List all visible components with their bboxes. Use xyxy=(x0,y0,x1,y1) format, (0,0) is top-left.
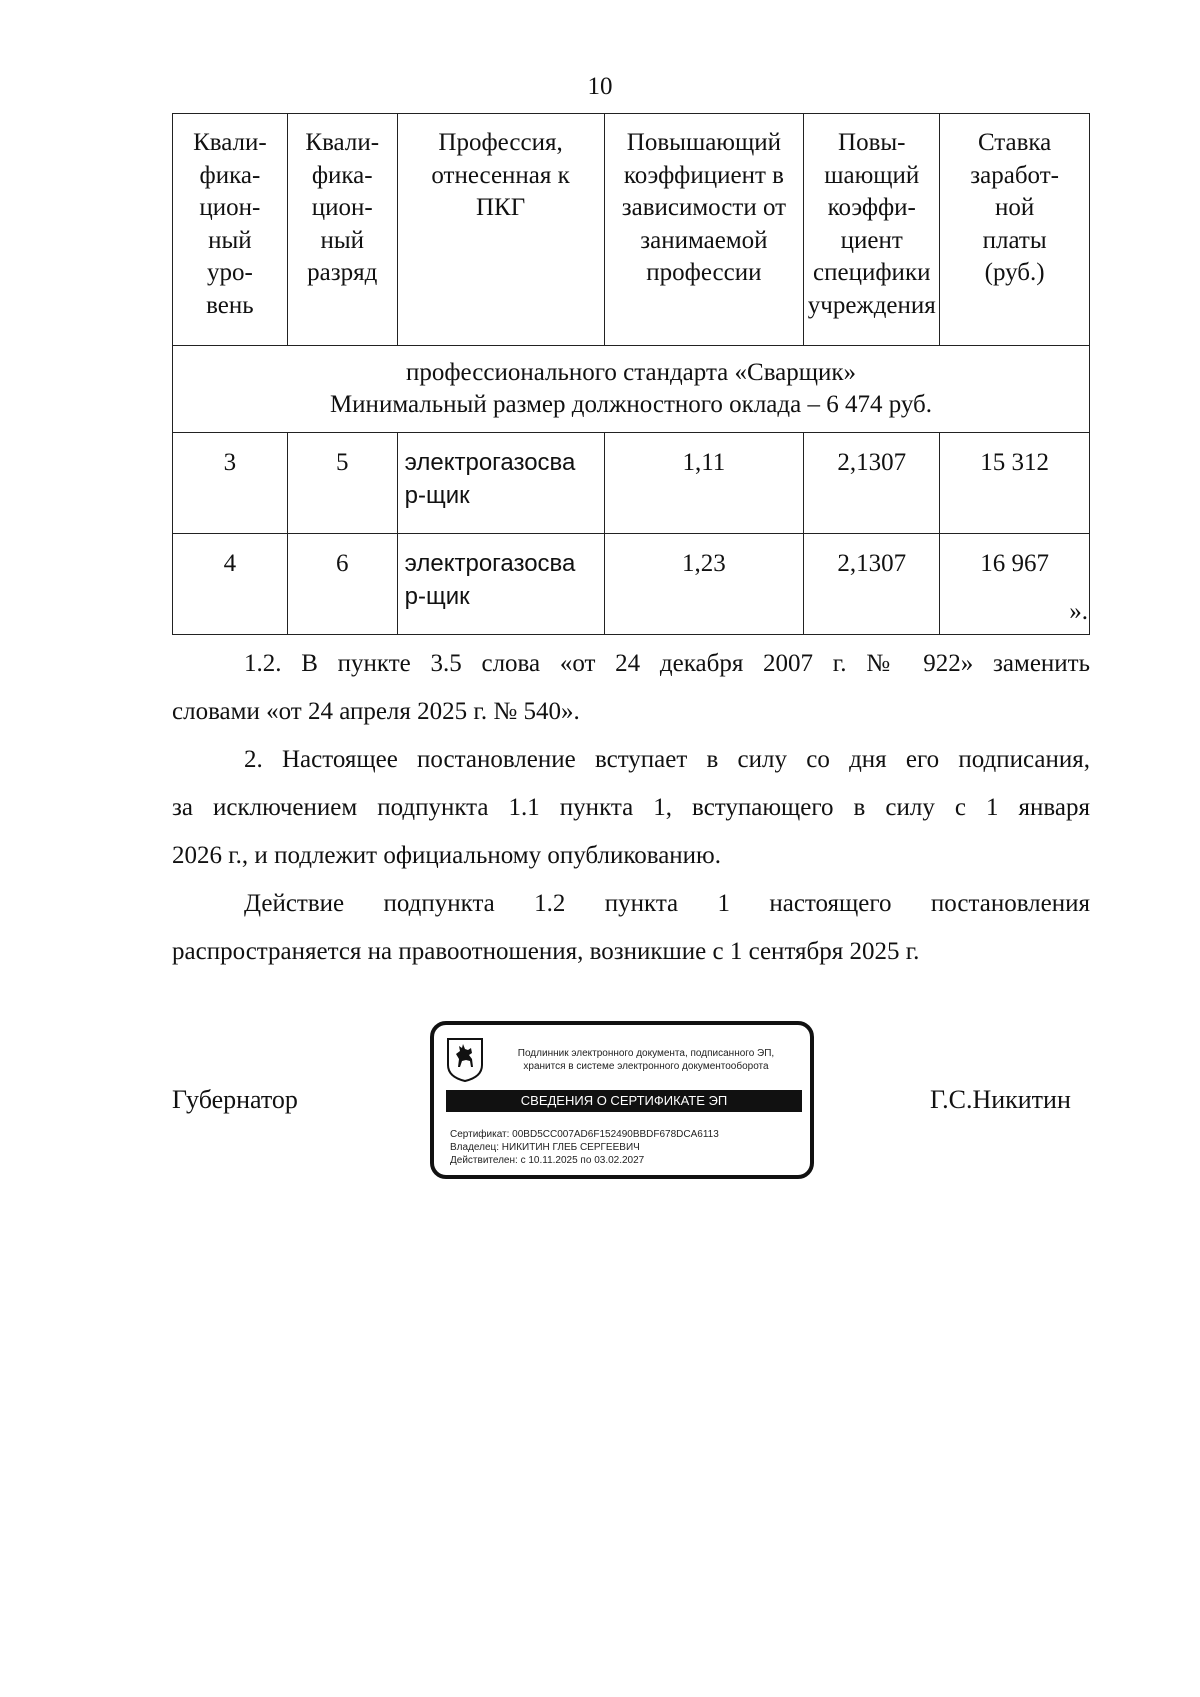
cell-rate: 16 967 xyxy=(940,534,1090,635)
section-title: профессионального стандарта «Сварщик» xyxy=(405,358,857,386)
cell-coef-profession: 1,23 xyxy=(604,534,804,635)
signer-position: Губернатор xyxy=(172,1085,298,1114)
table-row xyxy=(173,433,1090,534)
paragraph-2: 2. Настоящее постановление вступает в силу со дня его подписания, за исключением подпункта 1.1 пункта 1, вступающего в силу с 1 января 2026 г., и подлежит официальному опубликованию. xyxy=(172,746,1090,869)
stamp-details xyxy=(450,1128,719,1167)
cell-level: 4 xyxy=(173,534,288,635)
signer-name: Г.С.Никитин xyxy=(930,1085,1071,1114)
coat-of-arms-icon xyxy=(446,1037,484,1083)
header-cell-level: Квали- фика- цион- ный уро- вень xyxy=(173,114,288,346)
certificate-validity: Действителен: с 10.11.2025 по 03.02.2027 xyxy=(450,1155,645,1166)
cell-level: 3 xyxy=(173,433,288,534)
certificate-number: Сертификат: 00BD5CC007AD6F152490BBDF678DCA6113 xyxy=(450,1129,719,1140)
cell-profession: электрогазосва р-щик xyxy=(397,534,604,635)
page-number: 10 xyxy=(587,73,613,100)
header-cell-coef-profession: Повышающий коэффициент в зависимости от занимаемой профессии xyxy=(604,114,804,346)
header-cell-grade: Квали- фика- цион- ный разряд xyxy=(287,114,397,346)
cell-coef-institution: 2,1307 xyxy=(804,433,940,534)
header-cell-profession: Профессия, отнесенная к ПКГ xyxy=(397,114,604,346)
stamp-note: Подлинник электронного документа, подписанного ЭП, хранится в системе электронного документооборота xyxy=(517,1048,775,1072)
cell-rate: 15 312 xyxy=(940,433,1090,534)
closing-quote: ». xyxy=(1069,598,1088,625)
salary-table xyxy=(172,113,1090,635)
table-header-row xyxy=(173,114,1090,346)
paragraph-1-2: 1.2. В пункте 3.5 слова «от 24 декабря 2007 г. № 922» заменить словами «от 24 апреля 2025 г. № 540». xyxy=(172,650,1090,725)
cell-grade: 5 xyxy=(287,433,397,534)
table-row xyxy=(173,534,1090,635)
cell-coef-institution: 2,1307 xyxy=(804,534,940,635)
table-section-row xyxy=(173,346,1090,433)
header-cell-rate: Ставка заработ- ной платы (руб.) xyxy=(940,114,1090,346)
header-cell-coef-institution: Повы- шающий коэффи- циент специфики учреждения xyxy=(804,114,940,346)
section-cell xyxy=(173,346,1090,433)
cell-grade: 6 xyxy=(287,534,397,635)
certificate-owner: Владелец: НИКИТИН ГЛЕБ СЕРГЕЕВИЧ xyxy=(450,1142,640,1153)
cell-coef-profession: 1,11 xyxy=(604,433,804,534)
paragraph-3: Действие подпункта 1.2 пункта 1 настоящего постановления распространяется на правоотношения, возникшие с 1 сентября 2025 г. xyxy=(172,890,1090,965)
section-min-salary: Минимальный размер должностного оклада – 6 474 руб. xyxy=(329,391,933,418)
stamp-title: СВЕДЕНИЯ О СЕРТИФИКАТЕ ЭП xyxy=(446,1090,802,1112)
cell-profession: электрогазосва р-щик xyxy=(397,433,604,534)
e-signature-stamp xyxy=(430,1021,814,1179)
